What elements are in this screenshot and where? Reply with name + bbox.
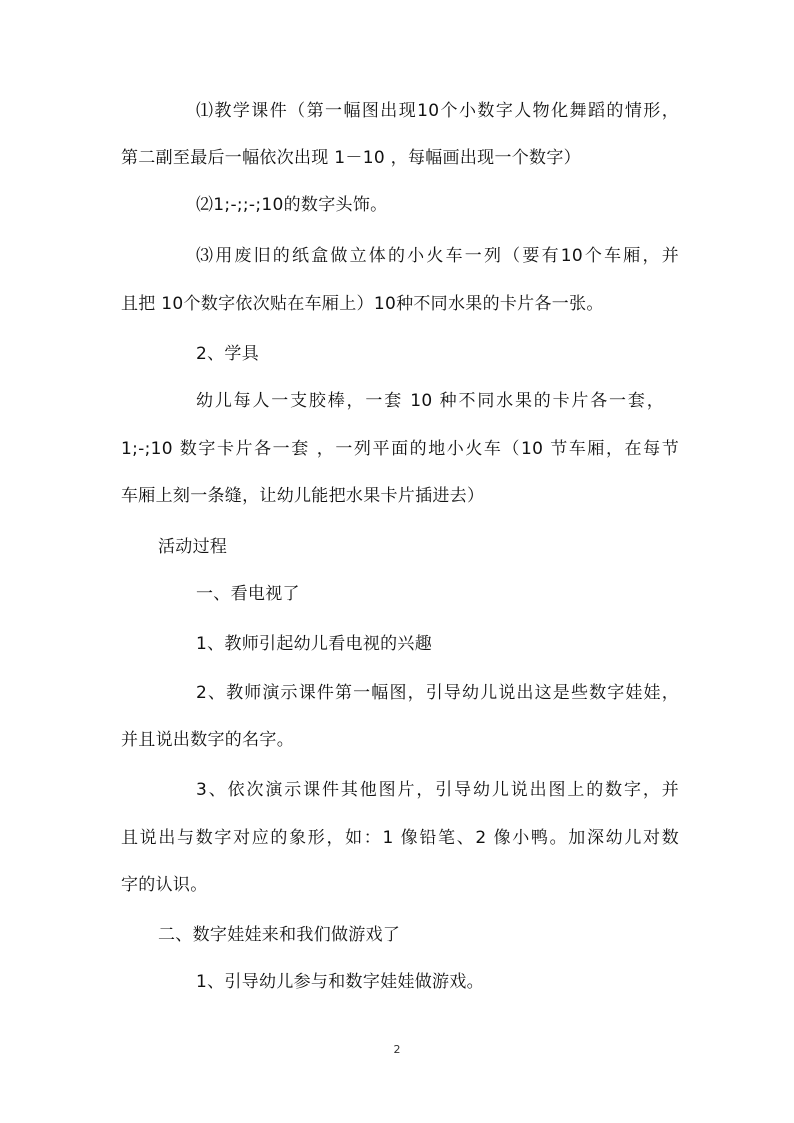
text-line-5: 且把 10个数字依次贴在车厢上）10种不同水果的卡片各一张。 xyxy=(121,294,604,314)
text-line-15: 3、依次演示课件其他图片，引导幼儿说出图上的数字，并 xyxy=(196,780,679,800)
text-line-19: 1、引导幼儿参与和数字娃娃做游戏。 xyxy=(196,972,484,992)
text-line-9: 车厢上刻一条缝，让幼儿能把水果卡片插进去） xyxy=(121,486,485,506)
text-line-8: 1;-;10 数字卡片各一套 ，一列平面的地小火车（10 节车厢，在每节 xyxy=(121,439,679,459)
text-line-3: ⑵1;-;;-;10的数字头饰。 xyxy=(196,195,388,215)
page-number: 2 xyxy=(393,1043,401,1056)
text-line-6: 2、学具 xyxy=(196,344,260,364)
text-line-16: 且说出与数字对应的象形，如：1 像铅笔、2 像小鸭。加深幼儿对数 xyxy=(121,828,679,848)
text-line-7: 幼儿每人一支胶棒，一套 10 种不同水果的卡片各一套， xyxy=(196,391,664,411)
text-line-1: ⑴教学课件（第一幅图出现10个小数字人物化舞蹈的情形， xyxy=(196,101,679,121)
text-line-12: 1、教师引起幼儿看电视的兴趣 xyxy=(196,634,433,654)
text-line-18: 二、数字娃娃来和我们做游戏了 xyxy=(158,925,401,945)
text-line-17: 字的认识。 xyxy=(121,875,208,895)
text-line-10: 活动过程 xyxy=(158,537,228,557)
text-line-2: 第二副至最后一幅依次出现 1－10 ，每幅画出现一个数字） xyxy=(121,148,581,168)
text-line-13: 2、教师演示课件第一幅图，引导幼儿说出这是些数字娃娃， xyxy=(196,683,679,703)
text-line-4: ⑶用废旧的纸盒做立体的小火车一列（要有10个车厢，并 xyxy=(196,246,679,266)
text-line-11: 一、看电视了 xyxy=(196,584,300,604)
text-line-14: 并且说出数字的名字。 xyxy=(121,730,294,750)
